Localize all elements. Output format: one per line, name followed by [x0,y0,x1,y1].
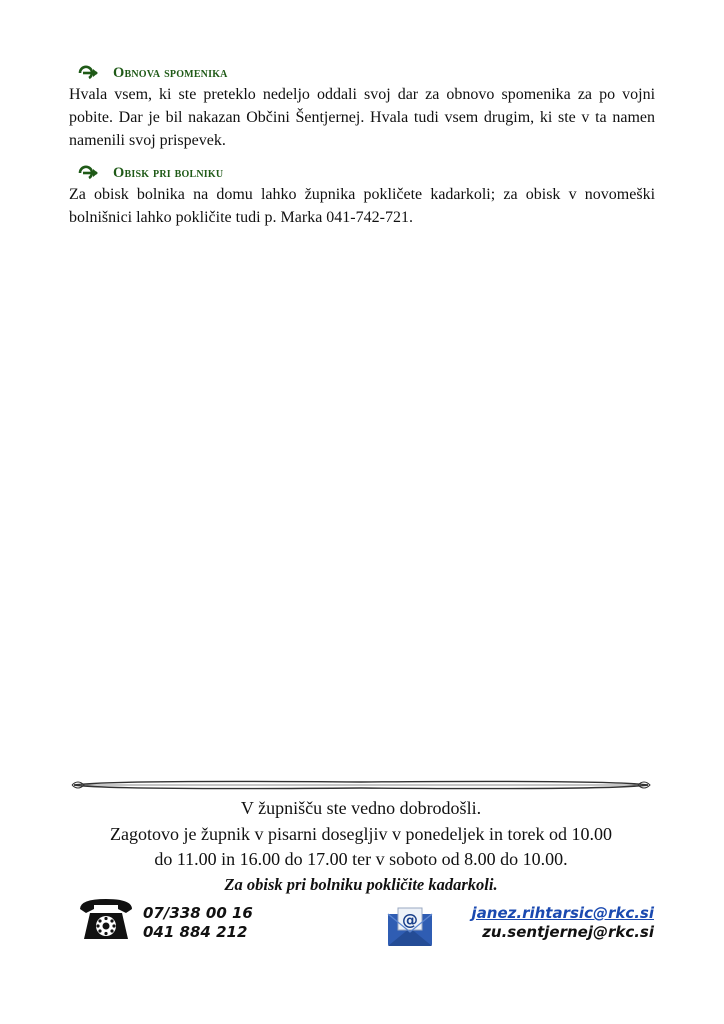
email-envelope-icon [386,906,434,948]
paragraph [69,183,655,229]
line: ki ste v ta namen namenili svoj prispevek. [69,109,655,149]
email-addresses [472,904,654,942]
svg-text:@: @ [402,910,418,929]
telephone-icon [76,895,136,943]
section-obnova-spomenika [69,63,655,152]
phone-numbers [143,904,253,942]
section-heading [69,163,655,183]
heading-text: Obnova spomenika [113,64,228,81]
footer-welcome: V župnišču ste vedno dobrodošli. [240,798,482,818]
line: po vojni pobite. Dar je bil nakazan Občini Šentjernej. Hvala tudi vsem drugim, [69,86,656,126]
arrow-right-icon [77,65,101,81]
arrow-right-icon [77,165,101,181]
phone-number: 07/338 00 16 [143,904,253,922]
line: Za obisk bolnika na domu lahko župnika pokličete kadarkoli; za obisk v [69,186,577,203]
footer-hours-line2: do 11.00 in 16.00 do 17.00 ter v soboto od 8.00 do 10.00. [154,849,568,869]
heading-text: Obisk pri bolniku [113,164,224,181]
footer-hours-line1: Zagotovo je župnik v pisarni dosegljiv v ponedeljek in torek od 10.00 [110,823,612,844]
line: Hvala vsem, ki ste preteklo nedeljo oddali svoj dar za obnovo spomenika za [69,86,593,103]
paragraph [69,83,655,152]
email-link-rihtarsic[interactable]: janez.rihtarsic@rkc.si [471,904,654,922]
section-heading [69,63,655,83]
line: novomeški bolnišnici lahko pokličite tudi p. Marka 041-742-721. [69,186,656,226]
section-obisk-pri-bolniku [69,163,655,229]
footer [66,796,656,897]
footer-sick-call: Za obisk pri bolniku pokličite kadarkoli. [224,874,498,894]
decorative-divider [70,776,652,794]
email-sentjernej: zu.sentjernej@rkc.si [482,923,654,941]
phone-number: 041 884 212 [143,923,248,941]
